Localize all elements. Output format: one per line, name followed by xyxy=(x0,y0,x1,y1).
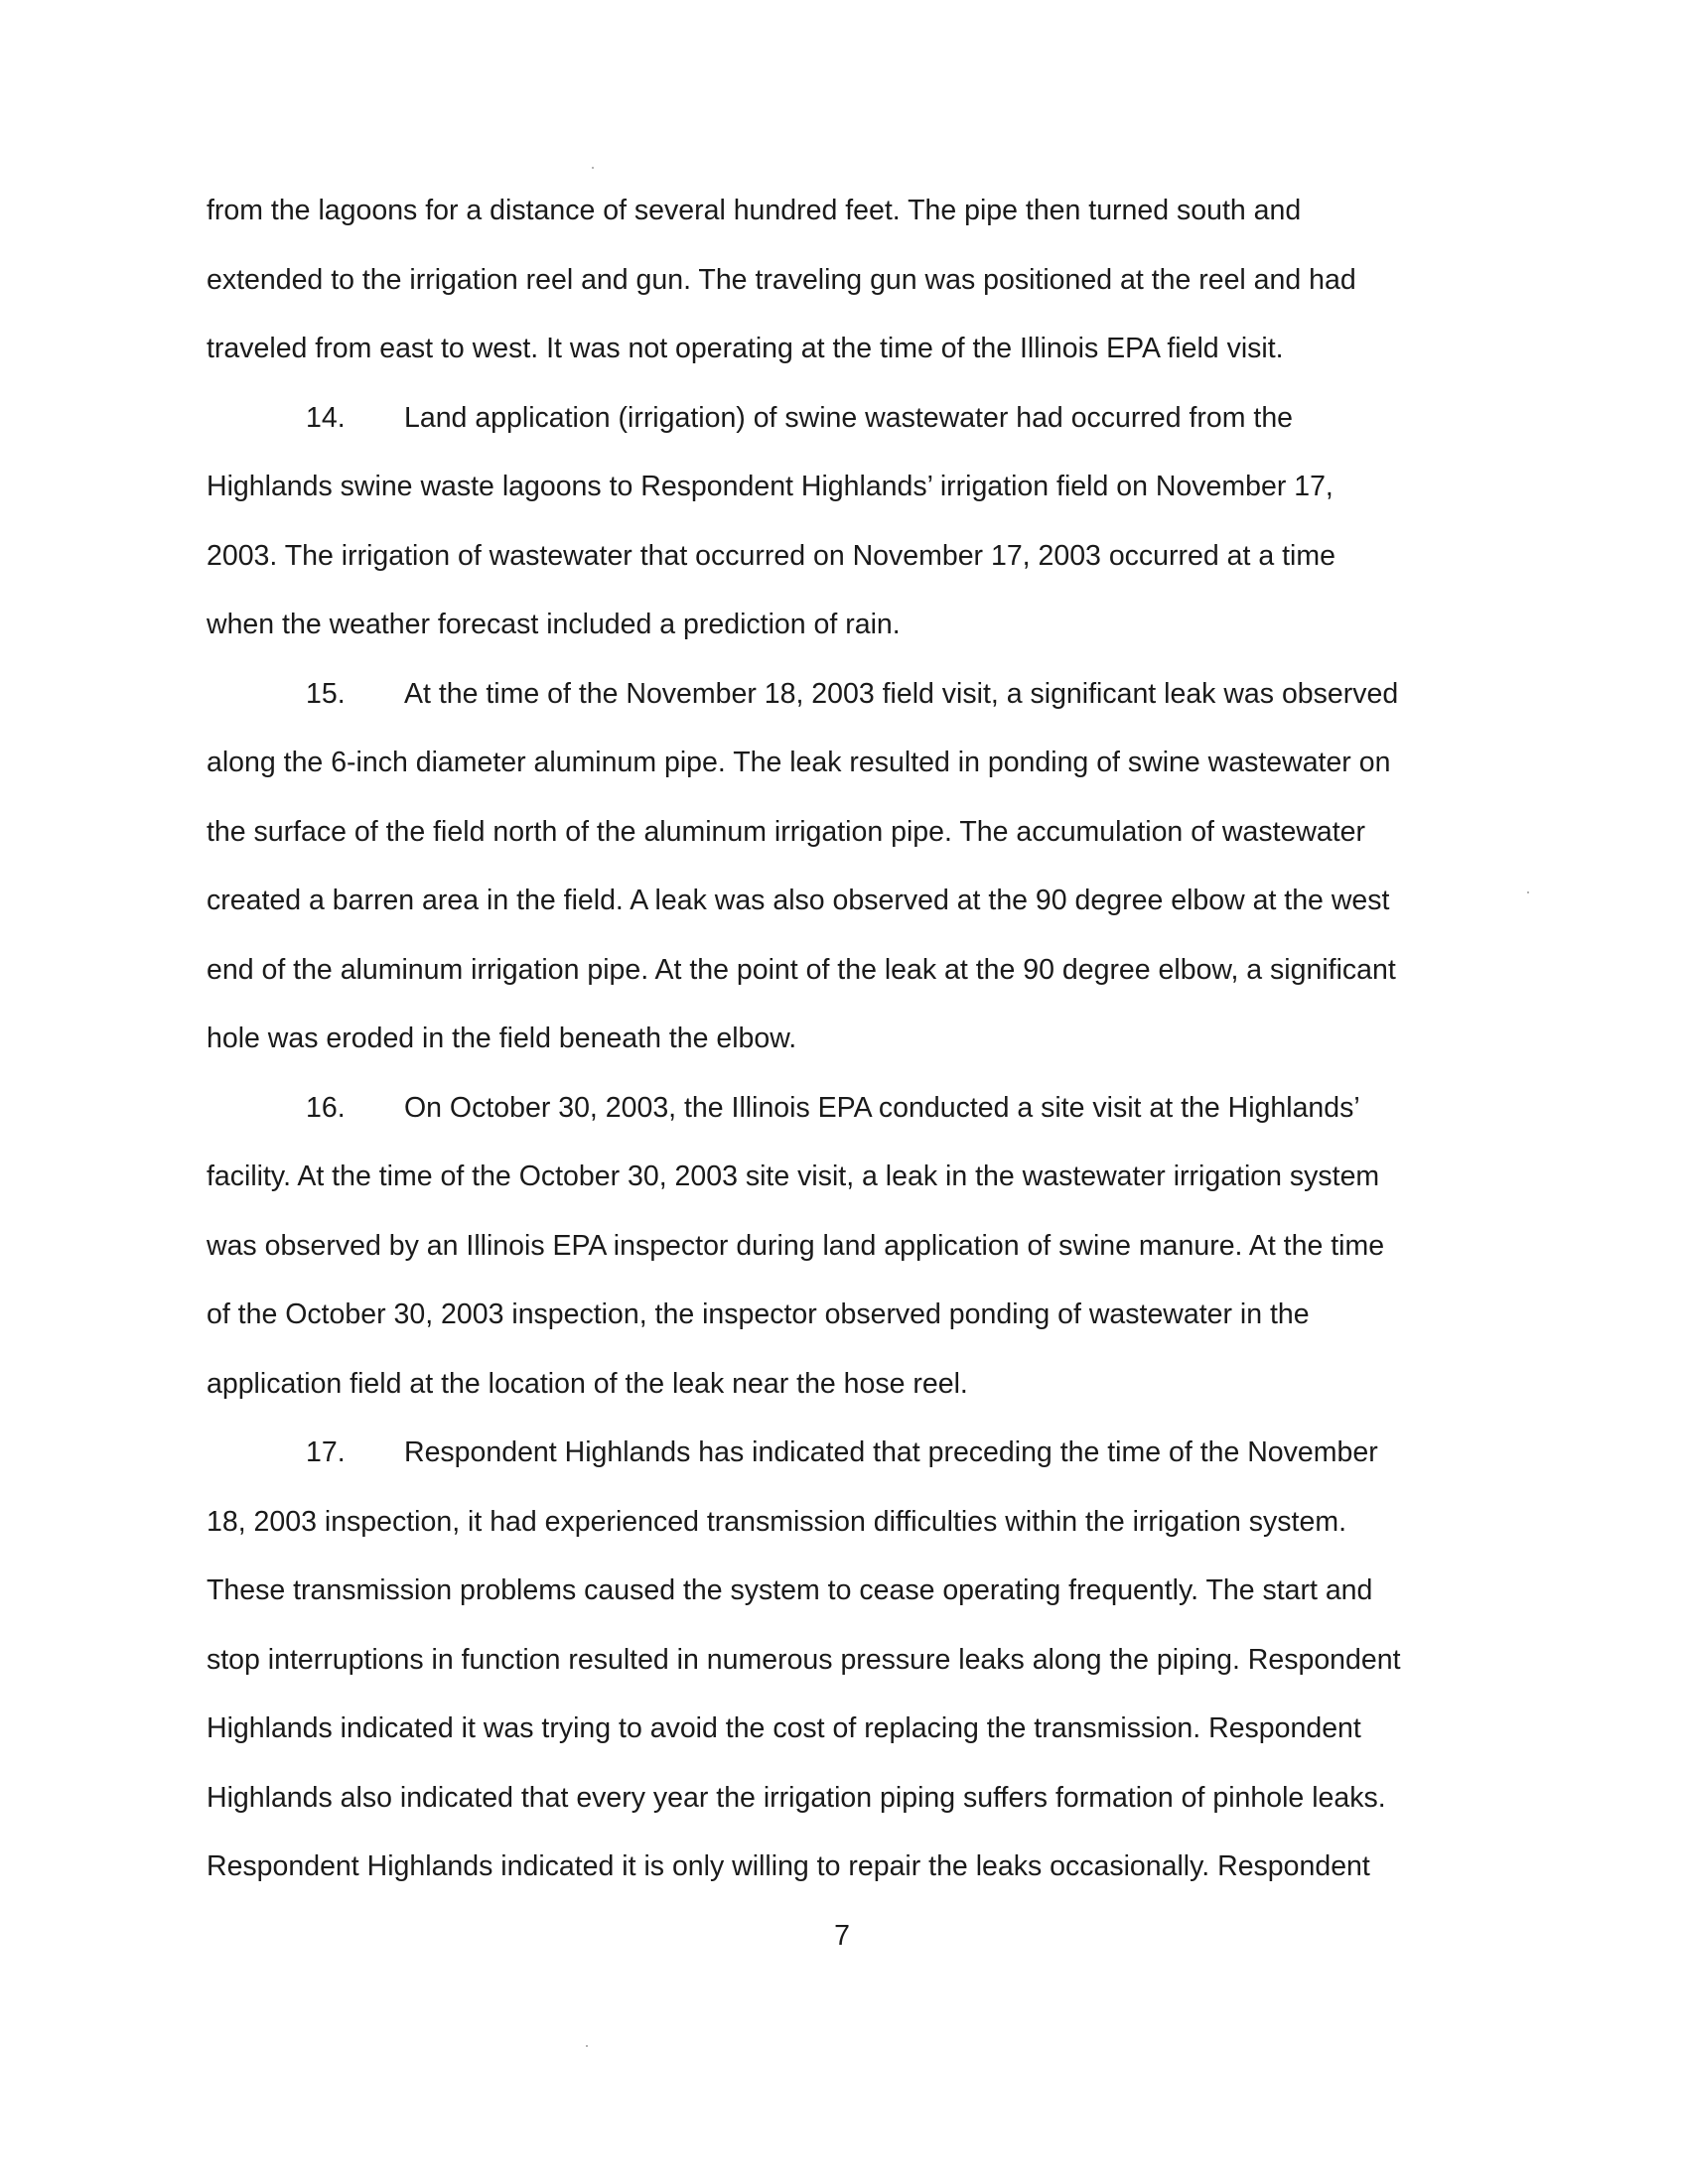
text-line-content: Respondent Highlands has indicated that preceding the time of the November xyxy=(404,1436,1378,1468)
text-line: Highlands indicated it was trying to avoid the cost of replacing the transmission. Respondent xyxy=(207,1712,1361,1744)
paragraph-number: 16. xyxy=(306,1091,346,1124)
text-line: Highlands also indicated that every year the irrigation piping suffers formation of pinhole leaks. xyxy=(207,1781,1386,1814)
text-line: traveled from east to west. It was not operating at the time of the Illinois EPA field visit. xyxy=(207,333,1284,364)
text-line xyxy=(207,1074,1487,1144)
text-line: was observed by an Illinois EPA inspector during land application of swine manure. At the time xyxy=(207,1229,1385,1262)
paragraph-number: 14. xyxy=(306,401,346,434)
text-line xyxy=(207,660,1487,730)
paragraph-15 xyxy=(207,660,1487,1074)
text-line: when the weather forecast included a prediction of rain. xyxy=(207,609,901,640)
paragraph-number: 15. xyxy=(306,677,346,710)
paragraph-17 xyxy=(207,1419,1487,1902)
text-line: along the 6-inch diameter aluminum pipe. The leak resulted in ponding of swine wastewater on xyxy=(207,747,1391,778)
text-line: These transmission problems caused the system to cease operating frequently. The start and xyxy=(207,1574,1373,1606)
text-line: Respondent Highlands indicated it is only willing to repair the leaks occasionally. Respondent xyxy=(207,1850,1370,1882)
continued-paragraph xyxy=(207,177,1487,384)
paragraph-14 xyxy=(207,384,1487,660)
text-line: of the October 30, 2003 inspection, the inspector observed ponding of wastewater in the xyxy=(207,1298,1310,1330)
scan-speck xyxy=(1527,891,1529,893)
paragraph-number: 17. xyxy=(306,1436,346,1468)
text-line-content: At the time of the November 18, 2003 field visit, a significant leak was observed xyxy=(404,677,1399,710)
page-number: 7 xyxy=(834,1920,850,1952)
text-line: end of the aluminum irrigation pipe. At the point of the leak at the 90 degree elbow, a significant xyxy=(207,953,1396,986)
text-line-content: On October 30, 2003, the Illinois EPA conducted a site visit at the Highlands’ xyxy=(404,1091,1360,1124)
text-line: created a barren area in the field. A leak was also observed at the 90 degree elbow at the west xyxy=(207,885,1390,916)
text-line: from the lagoons for a distance of several hundred feet. The pipe then turned south and xyxy=(207,195,1302,226)
text-line: application field at the location of the leak near the hose reel. xyxy=(207,1367,968,1400)
text-line xyxy=(207,384,1487,454)
text-line: stop interruptions in function resulted in numerous pressure leaks along the piping. Respondent xyxy=(207,1643,1401,1676)
body-text xyxy=(207,177,1487,1902)
text-line: the surface of the field north of the aluminum irrigation pipe. The accumulation of wastewater xyxy=(207,815,1366,848)
text-line: facility. At the time of the October 30, 2003 site visit, a leak in the wastewater irrigation system xyxy=(207,1160,1380,1192)
paragraph-16 xyxy=(207,1074,1487,1420)
text-line: extended to the irrigation reel and gun. The traveling gun was positioned at the reel and had xyxy=(207,263,1356,296)
scan-speck xyxy=(586,2045,588,2047)
text-line xyxy=(207,1419,1487,1488)
text-line-content: Land application (irrigation) of swine wastewater had occurred from the xyxy=(404,401,1294,434)
scan-speck xyxy=(592,167,594,169)
text-line: Highlands swine waste lagoons to Respondent Highlands’ irrigation field on November 17, xyxy=(207,471,1333,502)
text-line: 2003. The irrigation of wastewater that occurred on November 17, 2003 occurred at a time xyxy=(207,539,1335,572)
text-line: 18, 2003 inspection, it had experienced transmission difficulties within the irrigation system. xyxy=(207,1505,1346,1538)
text-line: hole was eroded in the field beneath the elbow. xyxy=(207,1023,797,1054)
